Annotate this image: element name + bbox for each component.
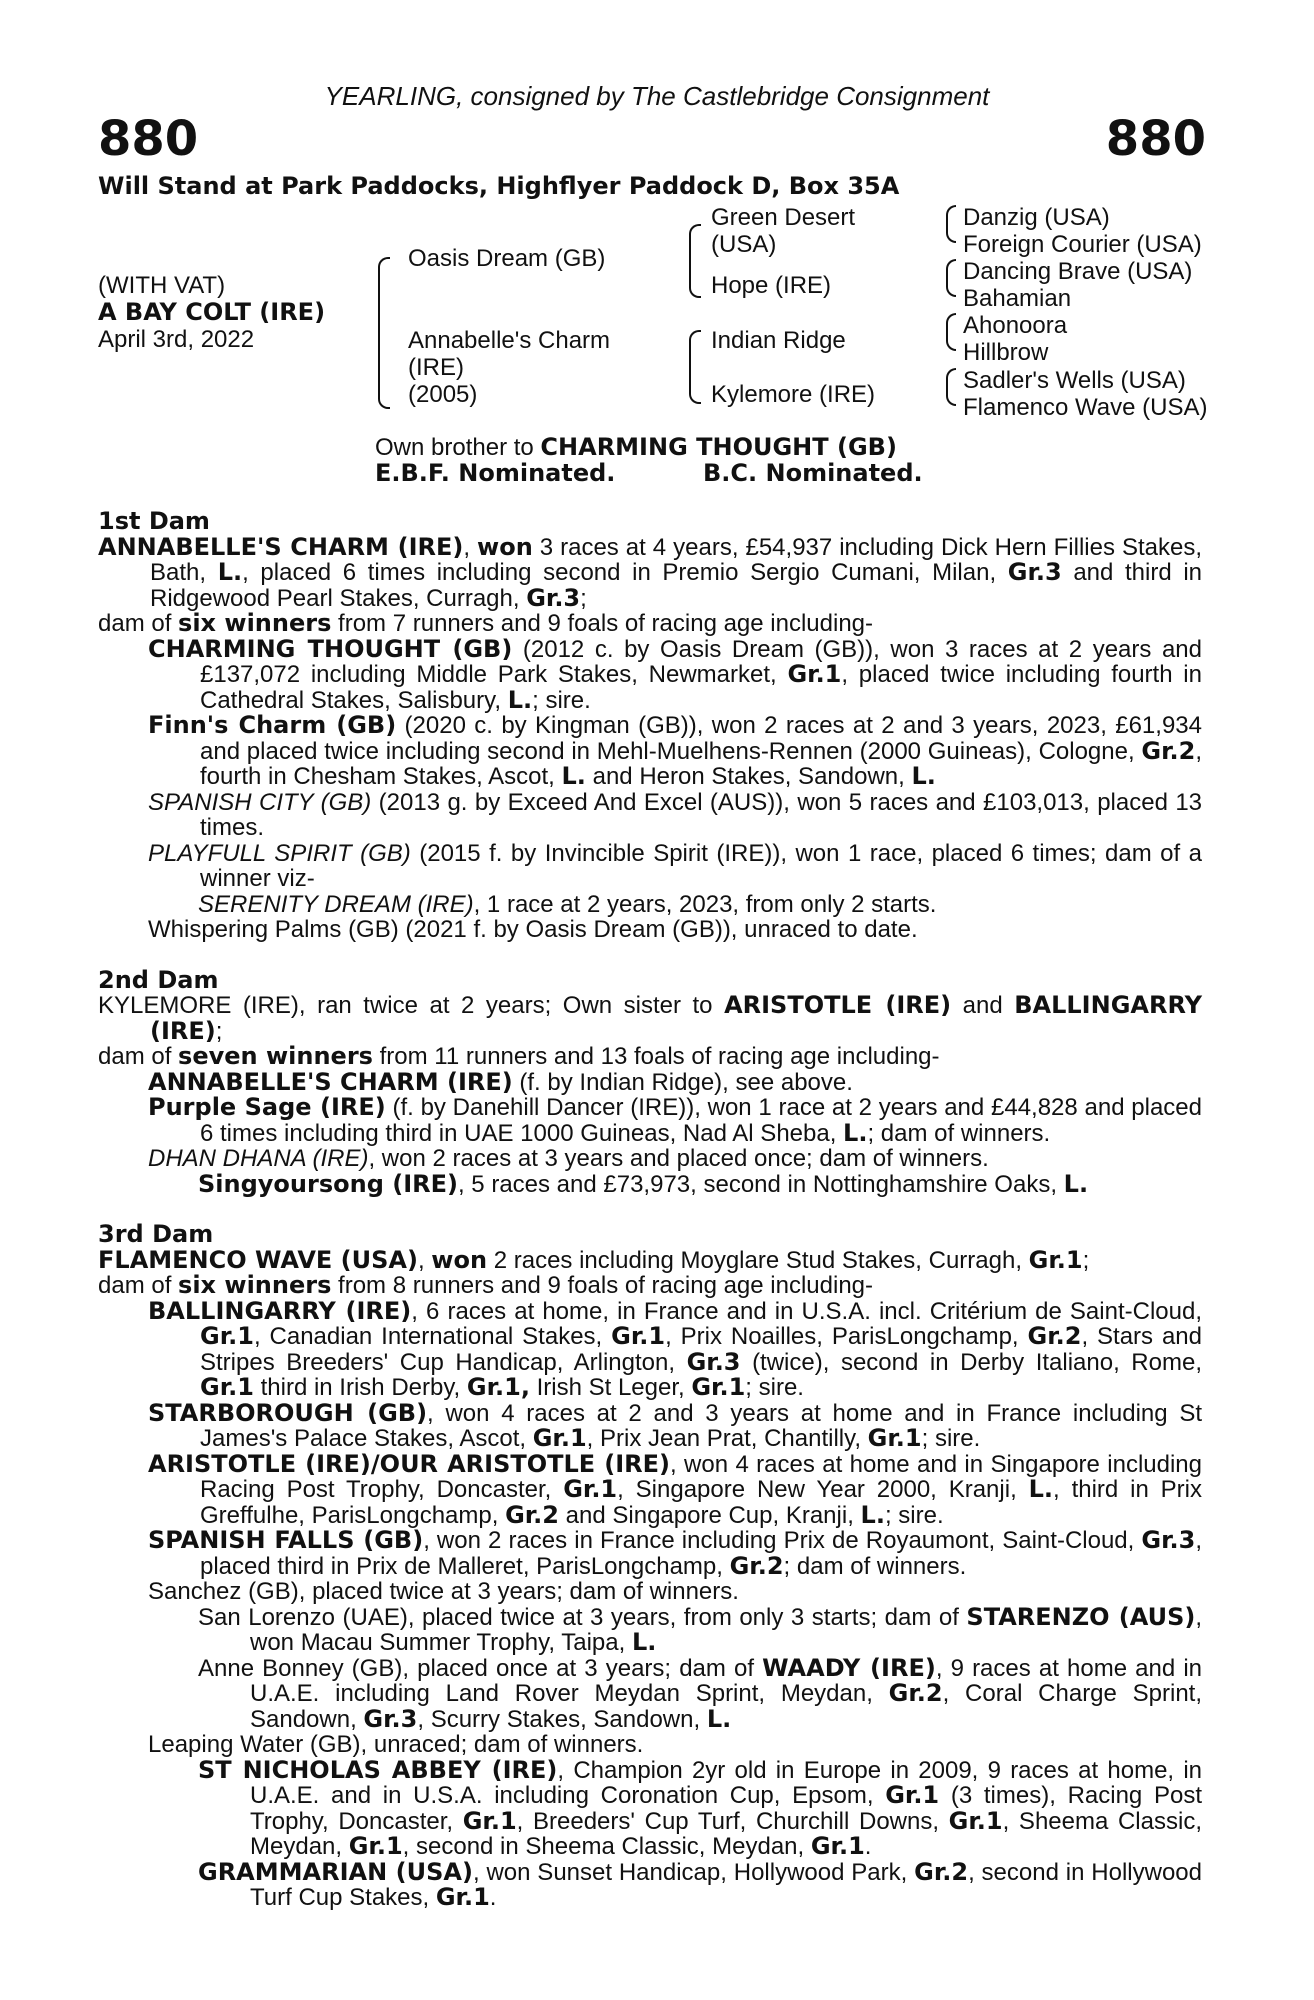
text-run: ARISTOTLE (IRE)/OUR ARISTOTLE (IRE)	[148, 1449, 670, 1478]
pedigree-entry	[98, 1398, 1202, 1452]
horse-name: A BAY COLT (IRE)	[98, 298, 326, 326]
pedigree-entry	[98, 1273, 1202, 1299]
text-run: SERENITY DREAM (IRE)	[198, 890, 474, 918]
text-run: L.	[706, 1704, 732, 1733]
text-run: Gr.3	[363, 1704, 418, 1733]
text-run: Gr.1	[948, 1806, 1003, 1835]
pedigree-entry	[98, 611, 1202, 637]
text-run: Leaping Water (GB), unraced; dam of winners.	[148, 1731, 644, 1758]
text-run: GRAMMARIAN (USA)	[198, 1857, 473, 1886]
text-run: Gr.1	[691, 1373, 746, 1401]
pedigree-brace-sire	[689, 224, 701, 298]
text-run: and Singapore Cup, Kranji,	[559, 1501, 861, 1529]
dam-dam: Kylemore (IRE)	[711, 381, 876, 408]
text-run: ANNABELLE'S CHARM (IRE)	[148, 1067, 513, 1096]
text-run: ST NICHOLAS ABBEY (IRE)	[198, 1755, 558, 1784]
text-run: ANNABELLE'S CHARM (IRE)	[98, 532, 464, 561]
pedigree-entry	[98, 892, 1202, 918]
text-run: .	[489, 1884, 497, 1911]
text-run: STARENZO (AUS)	[966, 1602, 1196, 1631]
text-run: KYLEMORE (IRE), ran twice at 2 years; Own sister to	[98, 992, 725, 1019]
text-run: , Prix Jean Prat, Chantilly,	[586, 1425, 868, 1452]
text-run: (3 times), Racing Post Trophy, Doncaster,	[250, 1782, 1202, 1835]
pedigree-entry	[98, 790, 1202, 841]
text-run: ;	[1082, 1246, 1090, 1274]
text-run: Gr.2	[1027, 1322, 1082, 1350]
text-run: San Lorenzo (UAE), placed twice at 3 years, from only 3 starts; dam of	[198, 1603, 967, 1631]
ss-dam: Foreign Courier (USA)	[963, 231, 1202, 258]
text-run: , 5 races and £73,973, second in Nottinghamshire Oaks,	[457, 1170, 1064, 1198]
text-run: 2 races including Moyglare Stud Stakes, Curragh,	[487, 1246, 1029, 1274]
text-run: Anne Bonney (GB), placed once at 3 years; dam of	[198, 1654, 763, 1682]
text-run: , Canadian International Stakes,	[253, 1323, 612, 1350]
text-run: L.	[1028, 1475, 1054, 1503]
text-run: Gr.1	[200, 1373, 254, 1401]
section-title: 1st Dam	[98, 507, 210, 535]
text-run: , Breeders' Cup Turf, Churchill Downs,	[516, 1807, 949, 1835]
text-run: Finn's Charm (GB)	[148, 711, 397, 739]
lot-number-left: 880	[98, 111, 199, 167]
text-run: and third in Ridgewood Pearl Stakes, Curragh,	[150, 559, 1202, 612]
text-run: L.	[561, 762, 586, 790]
text-run: PLAYFULL SPIRIT (GB)	[148, 839, 411, 867]
text-run: Gr.1	[348, 1832, 403, 1860]
dam-section-3	[98, 1222, 1202, 1911]
text-run: Gr.1	[611, 1322, 666, 1350]
text-run: Gr.1	[200, 1322, 254, 1350]
text-run: , won 4 races at home and in Singapore including Racing Post Trophy, Doncaster,	[200, 1450, 1202, 1503]
text-run: ; sire.	[921, 1425, 981, 1452]
text-run: BALLINGARRY (IRE)	[150, 991, 1202, 1045]
text-run: , Singapore New Year 2000, Kranji,	[617, 1476, 1029, 1503]
pedigree-entry	[98, 1146, 1202, 1172]
pedigree-brace-ss	[946, 205, 956, 243]
text-run: (2012 c. by Oasis Dream (GB)), won 3 races at 2 years and £137,072 including Middle Park Stakes, Newmarket,	[200, 635, 1202, 688]
text-run: , 1 race at 2 years, 2023, from only 2 starts.	[473, 890, 937, 918]
pedigree-entry	[98, 1449, 1203, 1529]
catalogue-body	[98, 509, 1202, 1936]
text-run: Gr.3	[686, 1347, 741, 1376]
text-run: from 7 runners and 9 foals of racing age including-	[331, 610, 874, 637]
ss-sire: Danzig (USA)	[963, 204, 1110, 231]
pedigree-entry	[98, 1245, 1202, 1274]
text-run: , Scurry Stakes, Sandown,	[417, 1705, 707, 1733]
dam-section-1	[98, 509, 1202, 943]
bc-nomination: B.C. Nominated.	[703, 459, 923, 487]
text-run: L.	[507, 685, 533, 714]
text-run: Singyoursong (IRE)	[198, 1169, 458, 1198]
text-run: Gr.1	[885, 1781, 940, 1809]
consignor-subtitle: YEARLING, consigned by The Castlebridge Consignment	[324, 81, 990, 111]
text-run: L.	[843, 1118, 868, 1147]
pedigree-entry	[98, 713, 1202, 790]
text-run: ; dam of winners.	[783, 1552, 967, 1580]
sd-dam: Bahamian	[963, 285, 1072, 312]
pedigree-brace-ds	[946, 313, 956, 351]
dd-sire: Sadler's Wells (USA)	[963, 367, 1186, 394]
text-run: , second in Sheema Classic, Meydan,	[402, 1833, 811, 1860]
text-run: (f. by Danehill Dancer (IRE)), won 1 race at 2 years and £44,828 and placed 6 times including third in UAE 1000 Guineas, Nad Al Sheba,	[200, 1094, 1203, 1147]
text-run: , won 4 races at 2 and 3 years at home and in France including St James's Palace Stakes, Ascot,	[200, 1399, 1202, 1452]
text-run: L.	[1063, 1169, 1089, 1198]
text-run: from 11 runners and 13 foals of racing age including-	[372, 1043, 940, 1070]
text-run: from 8 runners and 9 foals of racing age including-	[331, 1272, 874, 1299]
pedigree-entry	[98, 634, 1202, 714]
text-run: DHAN DHANA (IRE)	[148, 1145, 369, 1172]
text-run: dam of	[98, 1272, 179, 1299]
text-run: won	[431, 1245, 488, 1274]
text-run: Gr.3	[526, 583, 581, 612]
pedigree-entry	[98, 1095, 1202, 1146]
text-run: Gr.2	[1141, 736, 1196, 765]
text-run: Gr.3	[1141, 1526, 1196, 1554]
text-run: (f. by Indian Ridge), see above.	[512, 1068, 853, 1096]
text-run: Gr.3	[1007, 558, 1062, 586]
text-run: WAADY (IRE)	[762, 1653, 936, 1682]
text-run: L.	[631, 1628, 657, 1656]
dam-name-line2: (IRE)	[408, 354, 464, 381]
text-run: , Sheema Classic, Meydan,	[250, 1807, 1202, 1860]
text-run: ; sire.	[532, 686, 591, 714]
pedigree-entry	[98, 841, 1202, 892]
text-run: six winners	[178, 1271, 332, 1299]
dd-dam: Flamenco Wave (USA)	[963, 394, 1208, 421]
text-run: , fourth in Chesham Stakes, Ascot,	[200, 737, 1202, 790]
text-run: , won 2 races in France including Prix de Royaumont, Saint-Cloud,	[423, 1527, 1142, 1554]
text-run: Gr.2	[729, 1551, 784, 1580]
text-run: , Coral Charge Sprint, Sandown,	[250, 1680, 1203, 1733]
own-brother-prefix: Own brother to	[375, 434, 541, 461]
text-run: Gr.1,	[466, 1373, 530, 1401]
ebf-nomination: E.B.F. Nominated.	[375, 459, 616, 487]
pedigree-entry	[98, 1044, 1202, 1070]
text-run: Whispering Palms (GB) (2021 f. by Oasis Dream (GB)), unraced to date.	[148, 916, 918, 943]
text-run: ,	[417, 1246, 432, 1274]
text-run: .	[864, 1833, 872, 1860]
dam-section-2	[98, 965, 1203, 1198]
pedigree-brace-main	[378, 257, 390, 409]
text-run: , Champion 2yr old in Europe in 2009, 9 races at home, in U.A.E. and in U.S.A. including Coronation Cup, Epsom,	[250, 1756, 1203, 1809]
pedigree-entry	[98, 1653, 1203, 1733]
text-run: six winners	[178, 609, 332, 637]
text-run: 3 races at 4 years, £54,937 including Dick Hern Fillies Stakes, Bath,	[150, 533, 1202, 586]
text-run: , won Macau Summer Trophy, Taipa,	[250, 1603, 1202, 1656]
pedigree-entry	[98, 1067, 1202, 1096]
ds-dam: Hillbrow	[963, 339, 1049, 366]
text-run: , won 2 races at 3 years and placed once; dam of winners.	[368, 1145, 989, 1172]
text-run: Gr.2	[505, 1500, 559, 1529]
text-run: , Stars and Stripes Breeders' Cup Handicap, Arlington,	[200, 1323, 1202, 1376]
text-run: CHARMING THOUGHT (GB)	[148, 634, 513, 663]
text-run: Gr.1	[810, 1832, 865, 1860]
text-run: dam of	[98, 1043, 179, 1070]
section-title: 2nd Dam	[98, 965, 219, 994]
text-run: (twice), second in Derby Italiano, Rome,	[740, 1348, 1202, 1376]
text-run: SPANISH CITY (GB)	[148, 788, 372, 816]
text-run: , 9 races at home and in U.A.E. including Land Rover Meydan Sprint, Meydan,	[250, 1654, 1202, 1707]
text-run: BALLINGARRY (IRE)	[148, 1296, 412, 1325]
sire-dam: Hope (IRE)	[711, 272, 832, 299]
text-run: Gr.1	[787, 660, 842, 688]
text-run: dam of	[98, 610, 179, 637]
text-run: Gr.1	[867, 1424, 922, 1452]
pedigree-entry	[98, 1579, 1202, 1605]
text-run: ;	[215, 1017, 223, 1045]
pedigree-brace-sd	[946, 259, 956, 297]
text-run: Purple Sage (IRE)	[148, 1093, 386, 1121]
text-run: , second in Hollywood Turf Cup Stakes,	[250, 1858, 1202, 1911]
text-run: ;	[580, 584, 587, 612]
text-run: seven winners	[178, 1042, 373, 1070]
text-run: (2013 g. by Exceed And Excel (AUS)), won 5 races and £103,013, placed 13 times.	[200, 788, 1203, 841]
text-run: L.	[217, 558, 243, 586]
text-run: Gr.1	[532, 1424, 587, 1452]
text-run: , 6 races at home, in France and in U.S.A. incl. Critérium de Saint-Cloud,	[411, 1297, 1202, 1325]
text-run: , won Sunset Handicap, Hollywood Park,	[472, 1858, 915, 1886]
dam-name-line1: Annabelle's Charm	[408, 327, 611, 354]
pedigree-entry	[98, 1732, 1202, 1758]
sire-sire-line1: Green Desert	[711, 204, 856, 231]
text-run: Sanchez (GB), placed twice at 3 years; dam of winners.	[148, 1578, 739, 1605]
text-run: (2020 c. by Kingman (GB)), won 2 races at 2 and 3 years, 2023, £61,934 and placed twice including second in Mehl-Muelhens-Rennen (2000 Guineas), Cologne,	[200, 712, 1202, 765]
section-title: 3rd Dam	[98, 1220, 214, 1248]
own-brother-name: CHARMING THOUGHT (GB)	[540, 433, 897, 461]
ds-sire: Ahonoora	[963, 312, 1068, 339]
pedigree-entry	[98, 1528, 1202, 1579]
text-run: STARBOROUGH (GB)	[148, 1398, 428, 1427]
pedigree-entry	[98, 917, 1202, 943]
dam-name-line3: (2005)	[408, 381, 478, 408]
text-run: SPANISH FALLS (GB)	[148, 1526, 424, 1554]
pedigree-entry	[98, 1755, 1203, 1860]
text-run: , Prix Noailles, ParisLongchamp,	[665, 1323, 1028, 1350]
text-run: Irish St Leger,	[529, 1374, 692, 1401]
pedigree-entry	[98, 1169, 1202, 1198]
stable-location: Will Stand at Park Paddocks, Highflyer Paddock D, Box 35A	[98, 172, 900, 200]
text-run: ARISTOTLE (IRE)	[724, 991, 952, 1019]
text-run: Gr.2	[914, 1857, 969, 1886]
text-run: FLAMENCO WAVE (USA)	[98, 1245, 418, 1274]
text-run: Gr.2	[888, 1679, 943, 1707]
text-run: ,	[463, 533, 478, 561]
pedigree-entry	[98, 1857, 1202, 1911]
text-run: won	[477, 532, 533, 561]
own-brother-note	[375, 435, 897, 461]
text-run: , placed third in Prix de Malleret, ParisLongchamp,	[200, 1527, 1203, 1580]
foaling-date: April 3rd, 2022	[98, 326, 255, 353]
sd-sire: Dancing Brave (USA)	[963, 258, 1193, 285]
text-run: , placed 6 times including second in Premio Sergio Cumani, Milan,	[242, 559, 1008, 586]
pedigree-brace-dam	[689, 330, 701, 404]
text-run: and	[951, 992, 1015, 1019]
text-run: Gr.1	[1028, 1245, 1083, 1274]
text-run: , third in Prix Greffulhe, ParisLongchamp,	[200, 1476, 1203, 1529]
pedigree-brace-dd	[946, 368, 956, 406]
text-run: and Heron Stakes, Sandown,	[585, 763, 912, 790]
pedigree-entry	[98, 532, 1202, 612]
lot-number-right: 880	[1105, 111, 1206, 167]
text-run: L.	[911, 762, 936, 790]
text-run: ; dam of winners.	[867, 1119, 1051, 1147]
text-run: Gr.1	[462, 1806, 517, 1835]
sire-sire-line2: (USA)	[711, 231, 777, 258]
text-run: (2015 f. by Invincible Spirit (IRE)), won 1 race, placed 6 times; dam of a winner viz-	[200, 839, 1202, 892]
pedigree-entry	[98, 1602, 1202, 1656]
text-run: , placed twice including fourth in Cathedral Stakes, Salisbury,	[200, 661, 1202, 714]
pedigree-entry	[98, 1296, 1202, 1401]
sire-name: Oasis Dream (GB)	[408, 245, 606, 272]
text-run: L.	[860, 1500, 885, 1529]
pedigree-entry	[98, 993, 1202, 1044]
text-run: Gr.1	[435, 1883, 490, 1911]
text-run: ; sire.	[745, 1374, 804, 1401]
text-run: ; sire.	[884, 1501, 944, 1529]
text-run: Gr.1	[563, 1475, 618, 1503]
vat-note: (WITH VAT)	[98, 272, 226, 299]
dam-sire: Indian Ridge	[711, 327, 846, 354]
text-run: third in Irish Derby,	[253, 1374, 467, 1401]
